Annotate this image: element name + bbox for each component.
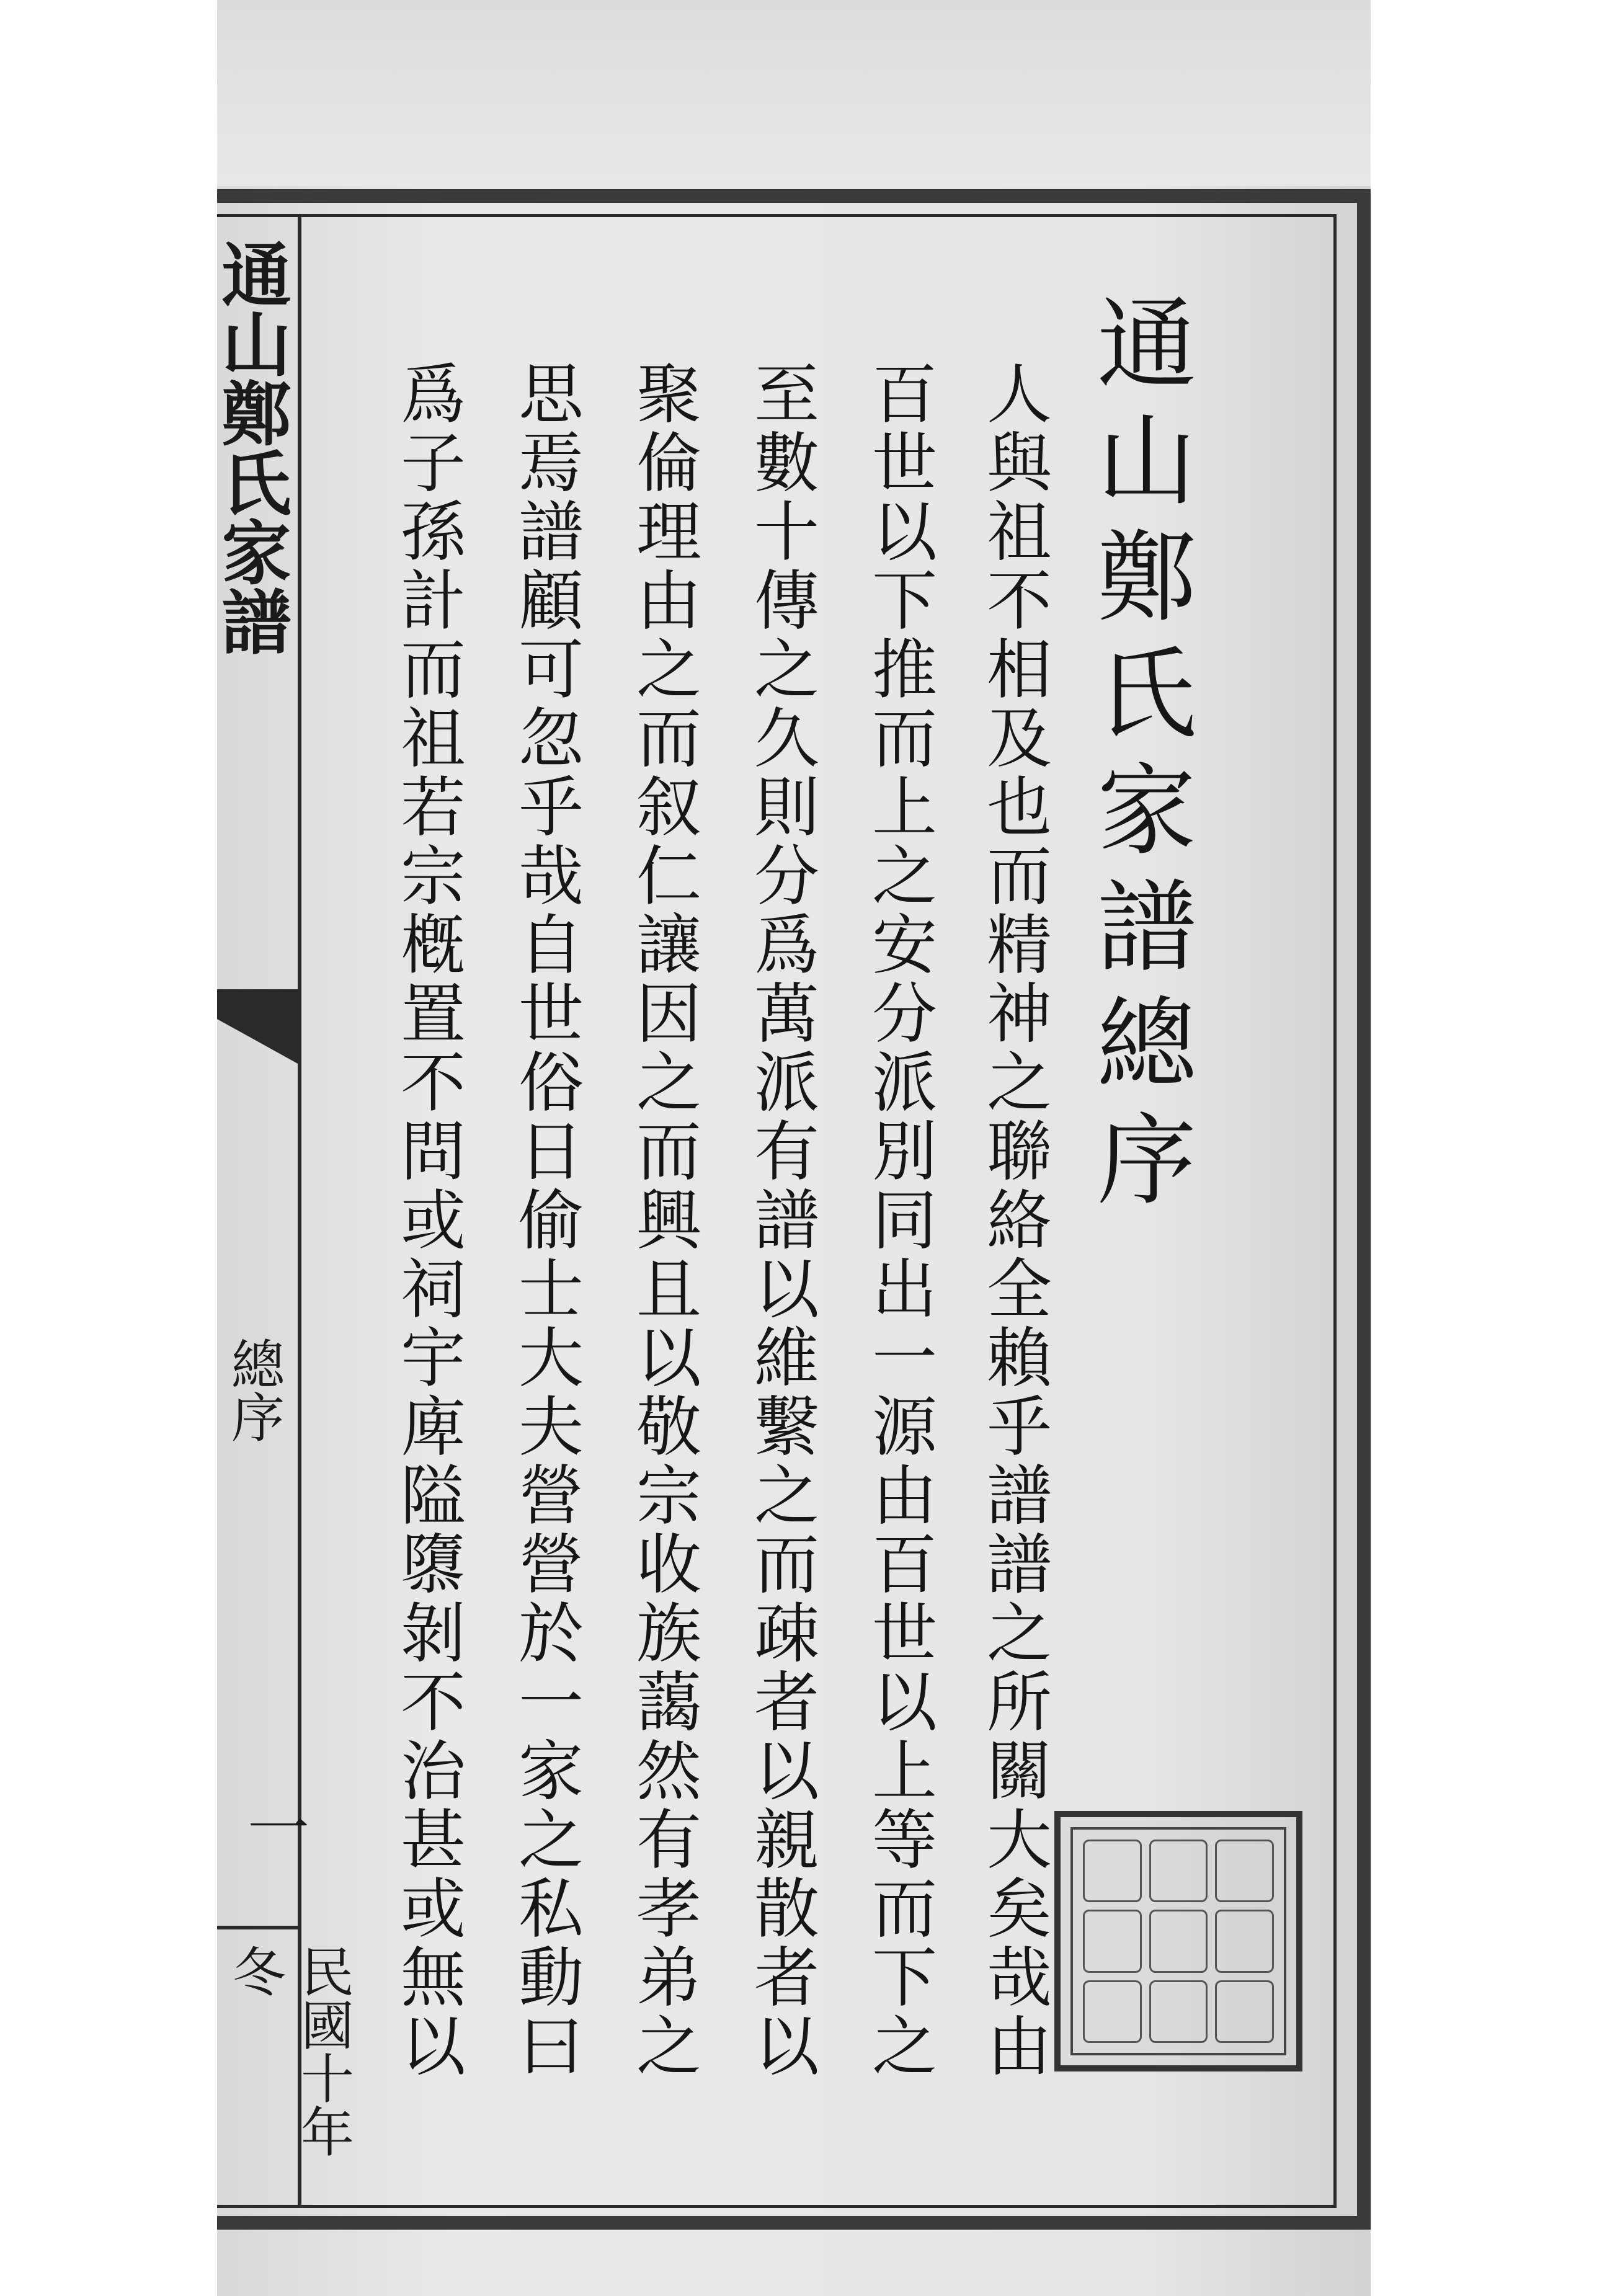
seal-glyph bbox=[1149, 1980, 1208, 2043]
fishtail-mark bbox=[217, 989, 298, 1064]
library-seal bbox=[1054, 1811, 1302, 2071]
text-column-3: 至數十傳之久則分爲萬派有譜以維繫之而疎者以親散者以 bbox=[744, 360, 819, 2081]
seal-glyph bbox=[1149, 1910, 1208, 1972]
text-column-1: 人與祖不相及也而精神之聯絡全賴乎譜譜之所關大矣哉由 bbox=[976, 360, 1052, 2081]
top-margin bbox=[217, 0, 1371, 186]
page-number: 一 bbox=[237, 1795, 309, 1858]
seal-glyph bbox=[1149, 1840, 1208, 1902]
seal-glyph bbox=[1215, 1840, 1274, 1902]
seal-glyph bbox=[1083, 1910, 1142, 1972]
seal-glyph bbox=[1083, 1980, 1142, 2043]
seal-glyph bbox=[1083, 1840, 1142, 1902]
text-column-6: 爲子孫計而祖若宗槪置不問或祠宇庳隘隳剝不治甚或無以 bbox=[390, 360, 466, 2081]
text-column-4: 聚倫理由之而叙仁讓因之而興且以敬宗收族藹然有孝弟之 bbox=[626, 360, 701, 2081]
text-column-5: 思焉譜顧可忽乎哉自世俗日偷士大夫營營於一家之私動曰 bbox=[508, 360, 584, 2081]
document-title: 通山鄭氏家譜總序 bbox=[1080, 291, 1196, 1224]
center-column bbox=[210, 214, 354, 2208]
center-column-divider bbox=[217, 1926, 298, 1929]
seal-glyphs bbox=[1079, 1836, 1278, 2047]
edition-date: 民國十年冬 bbox=[223, 1944, 354, 2158]
text-column-2: 百世以下推而上之安分派別同出一源由百世以上等而下之 bbox=[861, 360, 937, 2081]
center-column-title: 通山鄭氏家譜 bbox=[210, 239, 291, 656]
center-column-section: 總序 bbox=[222, 1337, 284, 1443]
seal-glyph bbox=[1215, 1910, 1274, 1972]
center-column-rule bbox=[298, 214, 301, 2208]
seal-glyph bbox=[1215, 1980, 1274, 2043]
